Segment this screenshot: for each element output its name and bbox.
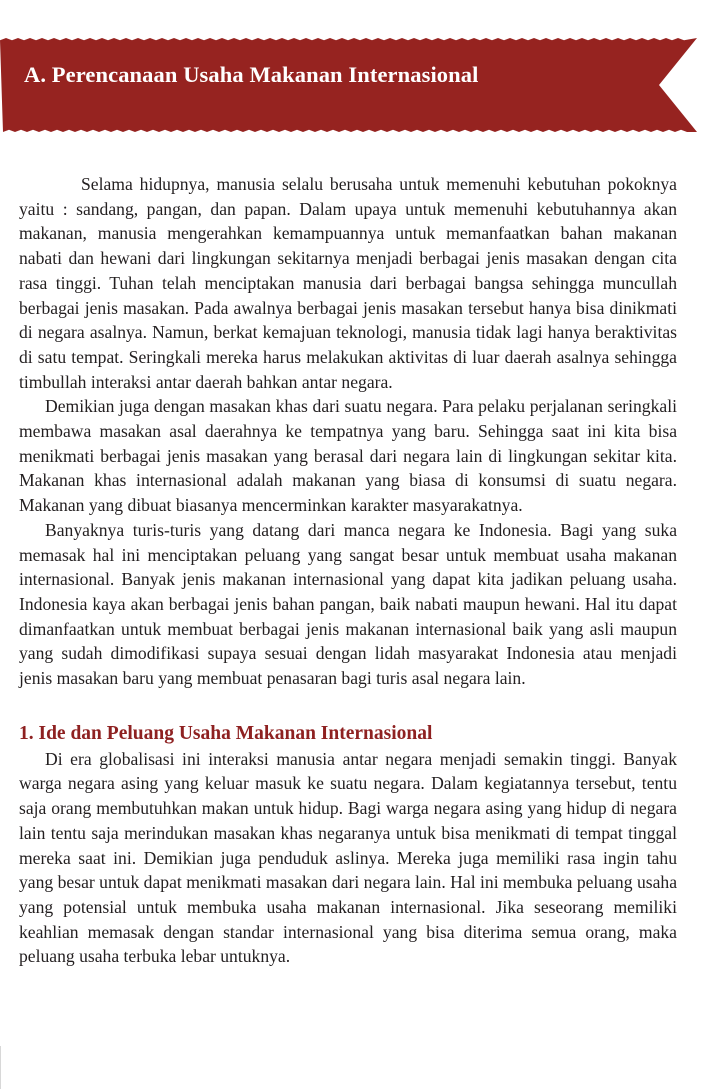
- paragraph-1: Selama hidupnya, manusia selalu berusaha untuk memenuhi kebutuhan pokoknya yaitu : sandang, pangan, dan papan. Dalam upaya untuk memenuhi kebutuhannya akan makanan, manusia mengerahkan kemampuannya untuk memanfaatkan bahan makanan nabati dan hewani dari lingkungan sekitarnya menjadi berbagai jenis masakan dengan cita rasa tinggi. Tuhan telah menciptakan manusia dari berbagai bangsa sehingga muncullah berbagai jenis masakan. Pada awalnya berbagai jenis masakan tersebut hanya bisa dinikmati di negara asalnya. Namun, berkat kemajuan teknologi, manusia tidak lagi hanya beraktivitas di satu tempat. Seringkali mereka harus melakukan aktivitas di luar daerah asalnya sehingga timbullah interaksi antar daerah bahkan antar negara.: [19, 174, 677, 392]
- banner-title: A. Perencanaan Usaha Makanan Internasional: [24, 62, 479, 87]
- body-content: [19, 172, 677, 969]
- section-heading: 1. Ide dan Peluang Usaha Makanan Internasional: [19, 722, 433, 744]
- paragraph-3: Banyaknya turis-turis yang datang dari manca negara ke Indonesia. Bagi yang suka memasak hal ini menciptakan peluang yang sangat besar untuk membuat usaha makanan internasional. Banyak jenis makanan internasional yang dapat kita jadikan peluang usaha. Indonesia kaya akan berbagai jenis bahan pangan, baik nabati maupun hewani. Hal itu dapat dimanfaatkan untuk membuat berbagai jenis makanan internasional baik yang asli maupun yang sudah dimodifikasi supaya sesuai dengan lidah masyarakat Indonesia atau menjadi jenis masakan baru yang membuat penasaran bagi turis asal negara lain.: [19, 519, 677, 689]
- page-edge-line: [0, 1046, 1, 1089]
- paragraph-2: Demikian juga dengan masakan khas dari suatu negara. Para pelaku perjalanan seringkali membawa masakan asal daerahnya ke tempatnya yang baru. Sehingga saat ini kita bisa menikmati berbagai jenis masakan yang berasal dari negara lain di lingkungan sekitar kita. Makanan khas internasional adalah makanan yang biasa di konsumsi di suatu negara. Makanan yang dibuat biasanya mencerminkan karakter masyarakatnya.: [19, 396, 677, 516]
- section-paragraph: Di era globalisasi ini interaksi manusia antar negara menjadi semakin tinggi. Banyak warga negara asing yang keluar masuk ke suatu negara. Dalam kegiatannya tersebut, tentu saja orang membutuhkan makan untuk hidup. Bagi warga negara asing yang hidup di negara lain tentu saja merindukan masakan khas negaranya untuk bisa menikmati di tempat tinggal mereka saat ini. Demikian juga penduduk aslinya. Mereka juga memiliki rasa ingin tahu yang besar untuk dapat menikmati masakan dari negara lain. Hal ini membuka peluang usaha yang potensial untuk membuka usaha makanan internasional. Jika seseorang memiliki keahlian memasak dengan standar internasional yang bisa diterima semua orang, maka peluang usaha terbuka lebar untuknya.: [19, 748, 677, 967]
- section-banner: [0, 38, 697, 132]
